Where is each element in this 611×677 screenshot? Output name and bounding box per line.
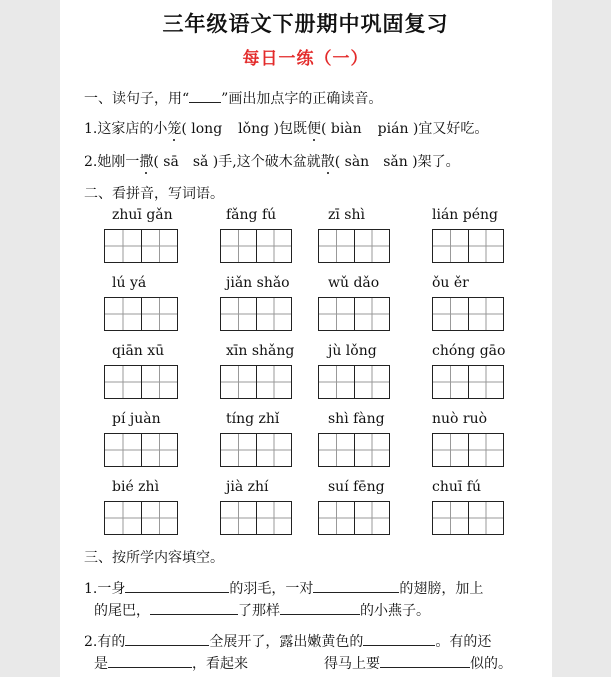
writing-grid-cell[interactable] <box>256 366 292 398</box>
pinyin-label: bié zhì <box>112 479 160 495</box>
fill-q1-text-4: 的尾巴， <box>94 603 150 619</box>
writing-grid[interactable] <box>432 365 504 399</box>
writing-grid-cell[interactable] <box>354 298 390 330</box>
section2-heading: 二、看拼音，写词语。 <box>84 186 224 202</box>
pinyin-label: ǒu ěr <box>432 275 469 291</box>
writing-grid[interactable] <box>104 501 178 535</box>
fill-q1-text-2: 的羽毛，一对 <box>229 581 314 597</box>
fill-blank[interactable] <box>125 578 229 593</box>
writing-grid-cell[interactable] <box>221 502 256 534</box>
section3-question-1-line-1 <box>84 578 483 598</box>
q2-text-1: 2.她刚一 <box>84 154 140 170</box>
fill-blank[interactable] <box>108 653 192 668</box>
writing-grid-cell[interactable] <box>319 230 354 262</box>
writing-grid-cell[interactable] <box>221 434 256 466</box>
writing-grid[interactable] <box>318 297 390 331</box>
writing-grid-cell[interactable] <box>105 502 141 534</box>
writing-grid-cell[interactable] <box>141 366 178 398</box>
writing-grid-cell[interactable] <box>433 366 468 398</box>
writing-grid-cell[interactable] <box>354 434 390 466</box>
pinyin-label: lián péng <box>432 207 498 223</box>
q2-option-c: ( sàn <box>334 154 370 170</box>
q2-option-a: ( sā <box>153 154 179 170</box>
writing-grid-cell[interactable] <box>105 230 141 262</box>
section1-question-2 <box>84 151 460 171</box>
writing-grid-cell[interactable] <box>221 366 256 398</box>
writing-grid[interactable] <box>432 229 504 263</box>
fill-q1-text-6: 的小燕子。 <box>360 603 430 619</box>
writing-grid-cell[interactable] <box>319 434 354 466</box>
page-subtitle: 每日一练（一） <box>242 49 369 69</box>
writing-grid-cell[interactable] <box>256 434 292 466</box>
pinyin-label: jiǎn shǎo <box>226 275 290 291</box>
pinyin-label: fǎng fú <box>226 207 277 223</box>
writing-grid-cell[interactable] <box>433 502 468 534</box>
pinyin-label: nuò ruò <box>432 411 488 427</box>
writing-grid-cell[interactable] <box>221 298 256 330</box>
pinyin-label: chóng gāo <box>432 343 506 359</box>
pinyin-label: jù lǒng <box>328 343 377 359</box>
pinyin-label: tíng zhǐ <box>226 411 280 427</box>
q2-dotted-char-1: 撒 <box>139 154 154 170</box>
section3-question-2-line-2 <box>94 653 512 673</box>
fill-q2-text-2: 全展开了，露出嫩黄色的 <box>209 634 364 650</box>
writing-grid[interactable] <box>318 229 390 263</box>
writing-grid[interactable] <box>104 433 178 467</box>
writing-grid-cell[interactable] <box>354 230 390 262</box>
writing-grid-cell[interactable] <box>256 230 292 262</box>
section3-question-2-line-1 <box>84 631 491 651</box>
writing-grid[interactable] <box>318 433 390 467</box>
writing-grid[interactable] <box>220 433 292 467</box>
pinyin-label: xīn shǎng <box>226 343 295 359</box>
fill-q2-text-5: ，看起来 <box>192 656 248 672</box>
writing-grid[interactable] <box>432 433 504 467</box>
writing-grid[interactable] <box>318 501 390 535</box>
writing-grid-cell[interactable] <box>105 298 141 330</box>
writing-grid-cell[interactable] <box>105 434 141 466</box>
writing-grid-cell[interactable] <box>256 298 292 330</box>
fill-q1-text-5: 了那样 <box>238 603 280 619</box>
fill-q2-text-7: 似的。 <box>470 656 512 672</box>
q1-option-b: lǒng )包既 <box>238 121 307 137</box>
q2-dotted-char-2: 散 <box>320 154 335 170</box>
q2-option-d: sǎn )架了。 <box>383 154 460 170</box>
writing-grid[interactable] <box>220 365 292 399</box>
section3-question-1-line-2 <box>94 600 430 620</box>
q1-dotted-char-1: 笼 <box>167 121 182 137</box>
fill-blank[interactable] <box>313 578 399 593</box>
writing-grid-cell[interactable] <box>468 298 504 330</box>
writing-grid-cell[interactable] <box>433 298 468 330</box>
writing-grid-cell[interactable] <box>256 502 292 534</box>
section1-heading-post: ”画出加点字的正确读音。 <box>221 91 383 107</box>
writing-grid-cell[interactable] <box>468 434 504 466</box>
pinyin-label: chuī fú <box>432 479 481 495</box>
fill-q2-text-3: 。有的还 <box>435 634 492 650</box>
writing-grid-cell[interactable] <box>468 366 504 398</box>
q2-option-b: sǎ )手,这个破木盆就 <box>192 154 321 170</box>
pinyin-label: lú yá <box>112 275 147 291</box>
writing-grid-cell[interactable] <box>221 230 256 262</box>
writing-grid-cell[interactable] <box>141 502 178 534</box>
writing-grid-cell[interactable] <box>468 502 504 534</box>
q1-dotted-char-2: 便 <box>306 121 321 137</box>
writing-grid[interactable] <box>104 365 178 399</box>
pinyin-label: qiān xū <box>112 343 165 359</box>
q1-text-1: 1.这家店的小 <box>84 121 168 137</box>
writing-grid[interactable] <box>104 297 178 331</box>
fill-q1-text-3: 的翅膀，加上 <box>399 581 484 597</box>
pinyin-label: suí fēng <box>328 479 385 495</box>
section1-heading-pre: 一、读句子，用“ <box>84 91 190 107</box>
pinyin-label: zhuī gǎn <box>112 207 173 223</box>
q1-option-d: pián )宜又好吃。 <box>377 121 489 137</box>
fill-q2-text-1: 2.有的 <box>84 634 126 650</box>
page-title: 三年级语文下册期中巩固复习 <box>162 11 449 36</box>
section3-heading: 三、按所学内容填空。 <box>84 550 224 566</box>
writing-grid[interactable] <box>220 297 292 331</box>
writing-grid-cell[interactable] <box>433 230 468 262</box>
writing-grid[interactable] <box>318 365 390 399</box>
writing-grid-cell[interactable] <box>105 366 141 398</box>
fill-blank[interactable] <box>280 600 360 615</box>
writing-grid-cell[interactable] <box>319 502 354 534</box>
writing-grid-cell[interactable] <box>354 502 390 534</box>
writing-grid-cell[interactable] <box>141 298 178 330</box>
writing-grid-cell[interactable] <box>141 434 178 466</box>
pinyin-label: pí juàn <box>112 411 161 427</box>
writing-grid-cell[interactable] <box>433 434 468 466</box>
underline-sample <box>189 88 221 103</box>
writing-grid-cell[interactable] <box>468 230 504 262</box>
writing-grid[interactable] <box>220 229 292 263</box>
q1-option-a: ( long <box>181 121 223 137</box>
writing-grid-cell[interactable] <box>319 366 354 398</box>
fill-blank[interactable] <box>363 631 435 646</box>
fill-blank[interactable] <box>125 631 209 646</box>
writing-grid[interactable] <box>220 501 292 535</box>
fill-q1-text-1: 1.一身 <box>84 581 126 597</box>
writing-grid[interactable] <box>432 297 504 331</box>
q1-option-c: ( biàn <box>320 121 362 137</box>
pinyin-label: shì fàng <box>328 411 385 427</box>
writing-grid[interactable] <box>432 501 504 535</box>
fill-q2-text-4: 是 <box>94 656 108 672</box>
section1-question-1 <box>84 118 488 138</box>
writing-grid[interactable] <box>104 229 178 263</box>
pinyin-label: zī shì <box>328 207 365 223</box>
fill-blank[interactable] <box>380 653 470 668</box>
writing-grid-cell[interactable] <box>319 298 354 330</box>
fill-q2-text-6: 得马上要 <box>324 656 380 672</box>
section1-heading <box>84 88 382 108</box>
writing-grid-cell[interactable] <box>354 366 390 398</box>
pinyin-label: jià zhí <box>226 479 269 495</box>
pinyin-label: wǔ dǎo <box>328 275 380 291</box>
fill-blank[interactable] <box>150 600 238 615</box>
writing-grid-cell[interactable] <box>141 230 178 262</box>
